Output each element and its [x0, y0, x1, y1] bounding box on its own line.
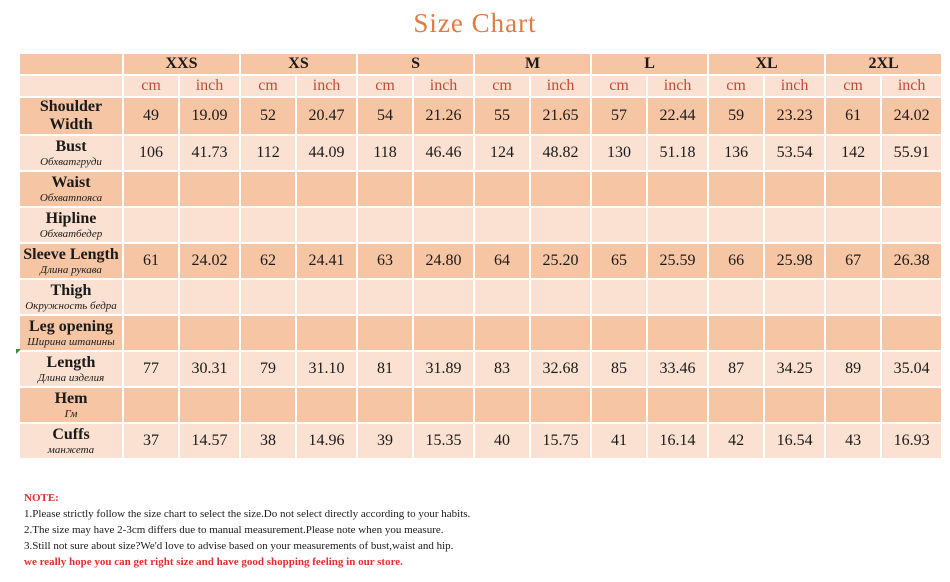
value-cell-m-inch	[531, 280, 590, 314]
page-title: Size Chart	[413, 8, 537, 38]
value-cell-xl-inch	[765, 316, 824, 350]
measurement-row	[20, 424, 941, 458]
note-line-2: 2.The size may have 2-3cm differs due to manual measurement.Please note when you measure.	[24, 524, 444, 536]
measurement-name-line2: Width	[49, 115, 93, 133]
measurement-label	[20, 352, 122, 386]
value-cell-xl-inch: 53.54	[765, 136, 824, 170]
measurement-translation: Окружность бедра	[25, 299, 117, 312]
value-cell-2xl-cm: 89	[826, 352, 880, 386]
value-cell-l-cm: 57	[592, 98, 646, 134]
measurement-row	[20, 98, 941, 134]
value-cell-s-cm: 81	[358, 352, 412, 386]
value-cell-l-inch	[648, 388, 707, 422]
value-cell-s-cm	[358, 172, 412, 206]
value-cell-xl-cm	[709, 280, 763, 314]
value-cell-xxs-cm	[124, 208, 178, 242]
value-cell-xs-cm	[241, 208, 295, 242]
unit-cm-2xl: cm	[826, 76, 880, 96]
value-cell-xs-cm: 62	[241, 244, 295, 278]
value-cell-s-inch: 46.46	[414, 136, 473, 170]
measurement-name: Bust	[55, 137, 87, 155]
measurement-translation: Длина рукава	[40, 263, 102, 276]
value-cell-xs-inch	[297, 208, 356, 242]
value-cell-m-inch	[531, 316, 590, 350]
value-cell-l-inch: 51.18	[648, 136, 707, 170]
value-cell-m-inch: 48.82	[531, 136, 590, 170]
value-cell-m-cm	[475, 172, 529, 206]
unit-cm-s: cm	[358, 76, 412, 96]
value-cell-m-inch: 21.65	[531, 98, 590, 134]
value-cell-xxs-cm: 37	[124, 424, 178, 458]
value-cell-2xl-cm: 43	[826, 424, 880, 458]
value-cell-s-cm	[358, 280, 412, 314]
size-header-row	[20, 54, 941, 74]
value-cell-xl-inch: 34.25	[765, 352, 824, 386]
size-header-xl: XL	[709, 54, 824, 74]
measurement-row	[20, 136, 941, 170]
value-cell-l-inch	[648, 316, 707, 350]
value-cell-l-cm	[592, 388, 646, 422]
value-cell-l-cm: 85	[592, 352, 646, 386]
size-header-2xl: 2XL	[826, 54, 941, 74]
value-cell-2xl-cm	[826, 316, 880, 350]
value-cell-2xl-cm	[826, 280, 880, 314]
note-line-3: 3.Still not sure about size?We'd love to advise based on your measurements of bust,waist and hip.	[24, 540, 454, 552]
value-cell-2xl-cm	[826, 388, 880, 422]
corner-marker	[16, 349, 21, 354]
measurement-translation: Гм	[64, 407, 78, 420]
value-cell-s-cm	[358, 208, 412, 242]
measurement-row	[20, 316, 941, 350]
value-cell-xxs-inch: 41.73	[180, 136, 239, 170]
value-cell-l-inch: 22.44	[648, 98, 707, 134]
unit-inch-xxs: inch	[180, 76, 239, 96]
size-header-xxs: XXS	[124, 54, 239, 74]
value-cell-xxs-cm	[124, 388, 178, 422]
measurement-name: Leg opening	[28, 317, 113, 335]
measurement-row	[20, 208, 941, 242]
unit-cm-l: cm	[592, 76, 646, 96]
value-cell-m-cm	[475, 316, 529, 350]
size-chart-table	[18, 52, 943, 460]
unit-inch-xl: inch	[765, 76, 824, 96]
value-cell-xs-inch	[297, 316, 356, 350]
value-cell-xxs-cm	[124, 316, 178, 350]
value-cell-m-inch	[531, 172, 590, 206]
measurement-name: Cuffs	[52, 425, 90, 443]
value-cell-xl-inch: 25.98	[765, 244, 824, 278]
value-cell-xs-inch: 24.41	[297, 244, 356, 278]
value-cell-xs-cm: 38	[241, 424, 295, 458]
measurement-name: Hipline	[45, 209, 97, 227]
measurement-label	[20, 388, 122, 422]
value-cell-xl-inch	[765, 172, 824, 206]
value-cell-2xl-inch	[882, 208, 941, 242]
value-cell-xl-cm	[709, 172, 763, 206]
value-cell-l-inch	[648, 208, 707, 242]
value-cell-xxs-inch	[180, 208, 239, 242]
value-cell-xs-cm: 52	[241, 98, 295, 134]
value-cell-s-inch	[414, 280, 473, 314]
value-cell-xxs-cm: 106	[124, 136, 178, 170]
measurement-row	[20, 352, 941, 386]
unit-cm-xxs: cm	[124, 76, 178, 96]
value-cell-xs-cm	[241, 280, 295, 314]
value-cell-xl-inch	[765, 280, 824, 314]
value-cell-xs-cm	[241, 388, 295, 422]
measurement-label	[20, 424, 122, 458]
measurement-translation: Ширина штанины	[27, 335, 115, 348]
measurement-label	[20, 280, 122, 314]
value-cell-xxs-cm: 49	[124, 98, 178, 134]
value-cell-s-inch	[414, 172, 473, 206]
value-cell-m-cm: 64	[475, 244, 529, 278]
value-cell-xxs-inch	[180, 172, 239, 206]
value-cell-s-inch	[414, 316, 473, 350]
value-cell-s-inch: 15.35	[414, 424, 473, 458]
size-header-m: M	[475, 54, 590, 74]
value-cell-xxs-inch	[180, 280, 239, 314]
value-cell-xl-inch: 23.23	[765, 98, 824, 134]
header-corner	[20, 54, 122, 74]
value-cell-s-cm	[358, 316, 412, 350]
note-closing: we really hope you can get right size and have good shopping feeling in our store.	[24, 556, 403, 568]
size-header-xs: XS	[241, 54, 356, 74]
value-cell-l-cm	[592, 172, 646, 206]
note-heading: NOTE:	[24, 492, 59, 504]
value-cell-2xl-cm: 67	[826, 244, 880, 278]
measurement-label	[20, 136, 122, 170]
value-cell-l-cm	[592, 280, 646, 314]
measurement-row	[20, 388, 941, 422]
value-cell-xxs-inch: 14.57	[180, 424, 239, 458]
value-cell-xxs-inch: 24.02	[180, 244, 239, 278]
value-cell-s-inch: 31.89	[414, 352, 473, 386]
value-cell-xs-cm: 79	[241, 352, 295, 386]
measurement-label	[20, 244, 122, 278]
value-cell-s-inch	[414, 208, 473, 242]
unit-inch-m: inch	[531, 76, 590, 96]
value-cell-xxs-cm: 77	[124, 352, 178, 386]
value-cell-s-inch	[414, 388, 473, 422]
measurement-label	[20, 172, 122, 206]
value-cell-m-inch: 32.68	[531, 352, 590, 386]
measurement-translation: Обхватпояса	[39, 191, 103, 204]
value-cell-2xl-cm	[826, 208, 880, 242]
value-cell-2xl-inch: 24.02	[882, 98, 941, 134]
measurement-name: Sleeve Length	[23, 245, 119, 263]
value-cell-2xl-inch	[882, 172, 941, 206]
value-cell-xl-cm: 87	[709, 352, 763, 386]
value-cell-2xl-inch: 26.38	[882, 244, 941, 278]
measurement-translation: Обхватбедер	[39, 227, 103, 240]
value-cell-xs-inch	[297, 388, 356, 422]
value-cell-l-inch: 25.59	[648, 244, 707, 278]
value-cell-l-cm: 65	[592, 244, 646, 278]
value-cell-xs-inch	[297, 172, 356, 206]
measurement-label	[20, 316, 122, 350]
value-cell-m-cm: 124	[475, 136, 529, 170]
value-cell-2xl-inch: 35.04	[882, 352, 941, 386]
measurement-name: Hem	[54, 389, 88, 407]
value-cell-xs-cm: 112	[241, 136, 295, 170]
value-cell-xl-cm	[709, 316, 763, 350]
value-cell-m-inch: 15.75	[531, 424, 590, 458]
measurement-translation: Обхватгруди	[40, 155, 102, 168]
unit-inch-xs: inch	[297, 76, 356, 96]
value-cell-2xl-inch: 55.91	[882, 136, 941, 170]
value-cell-2xl-inch: 16.93	[882, 424, 941, 458]
value-cell-l-cm: 41	[592, 424, 646, 458]
value-cell-xs-inch: 14.96	[297, 424, 356, 458]
value-cell-s-cm: 54	[358, 98, 412, 134]
value-cell-xs-inch	[297, 280, 356, 314]
value-cell-m-inch: 25.20	[531, 244, 590, 278]
value-cell-s-inch: 21.26	[414, 98, 473, 134]
value-cell-xl-cm	[709, 388, 763, 422]
value-cell-xl-cm: 66	[709, 244, 763, 278]
size-header-s: S	[358, 54, 473, 74]
value-cell-m-cm: 83	[475, 352, 529, 386]
measurement-row	[20, 280, 941, 314]
value-cell-xxs-inch	[180, 316, 239, 350]
value-cell-m-cm	[475, 388, 529, 422]
value-cell-2xl-inch	[882, 316, 941, 350]
measurement-translation: Длина изделия	[37, 371, 105, 384]
value-cell-xxs-inch: 19.09	[180, 98, 239, 134]
value-cell-xl-cm: 42	[709, 424, 763, 458]
unit-corner	[20, 76, 122, 96]
unit-cm-xl: cm	[709, 76, 763, 96]
value-cell-xs-inch: 20.47	[297, 98, 356, 134]
value-cell-2xl-inch	[882, 388, 941, 422]
value-cell-l-inch: 33.46	[648, 352, 707, 386]
unit-cm-xs: cm	[241, 76, 295, 96]
value-cell-m-cm	[475, 280, 529, 314]
measurement-row	[20, 172, 941, 206]
value-cell-l-cm	[592, 316, 646, 350]
size-chart-body	[20, 54, 941, 458]
value-cell-m-inch	[531, 388, 590, 422]
value-cell-l-inch	[648, 280, 707, 314]
value-cell-xxs-cm: 61	[124, 244, 178, 278]
measurement-label	[20, 98, 122, 134]
value-cell-s-inch: 24.80	[414, 244, 473, 278]
value-cell-2xl-cm: 61	[826, 98, 880, 134]
value-cell-xl-inch: 16.54	[765, 424, 824, 458]
value-cell-s-cm	[358, 388, 412, 422]
value-cell-m-cm: 55	[475, 98, 529, 134]
value-cell-m-inch	[531, 208, 590, 242]
value-cell-l-inch	[648, 172, 707, 206]
unit-cm-m: cm	[475, 76, 529, 96]
value-cell-xs-cm	[241, 316, 295, 350]
value-cell-l-inch: 16.14	[648, 424, 707, 458]
measurement-translation: манжета	[47, 443, 95, 456]
value-cell-xs-inch: 44.09	[297, 136, 356, 170]
value-cell-xxs-cm	[124, 172, 178, 206]
value-cell-xl-cm: 136	[709, 136, 763, 170]
measurement-name: Waist	[51, 173, 91, 191]
value-cell-xs-cm	[241, 172, 295, 206]
value-cell-2xl-cm	[826, 172, 880, 206]
value-cell-m-cm: 40	[475, 424, 529, 458]
value-cell-s-cm: 39	[358, 424, 412, 458]
value-cell-xxs-inch	[180, 388, 239, 422]
size-header-l: L	[592, 54, 707, 74]
value-cell-xxs-inch: 30.31	[180, 352, 239, 386]
value-cell-xl-inch	[765, 388, 824, 422]
value-cell-l-cm: 130	[592, 136, 646, 170]
notes-section	[24, 490, 924, 570]
value-cell-2xl-cm: 142	[826, 136, 880, 170]
measurement-name: Shoulder	[39, 98, 103, 115]
value-cell-l-cm	[592, 208, 646, 242]
value-cell-m-cm	[475, 208, 529, 242]
value-cell-xl-cm	[709, 208, 763, 242]
measurement-label	[20, 208, 122, 242]
value-cell-xl-cm: 59	[709, 98, 763, 134]
value-cell-s-cm: 118	[358, 136, 412, 170]
measurement-name: Thigh	[50, 281, 92, 299]
unit-header-row	[20, 76, 941, 96]
value-cell-s-cm: 63	[358, 244, 412, 278]
unit-inch-l: inch	[648, 76, 707, 96]
measurement-name: Length	[46, 353, 96, 371]
note-line-1: 1.Please strictly follow the size chart to select the size.Do not select directly according to your habits.	[24, 508, 471, 520]
value-cell-xs-inch: 31.10	[297, 352, 356, 386]
unit-inch-2xl: inch	[882, 76, 941, 96]
value-cell-xl-inch	[765, 208, 824, 242]
value-cell-xxs-cm	[124, 280, 178, 314]
value-cell-2xl-inch	[882, 280, 941, 314]
unit-inch-s: inch	[414, 76, 473, 96]
measurement-row	[20, 244, 941, 278]
